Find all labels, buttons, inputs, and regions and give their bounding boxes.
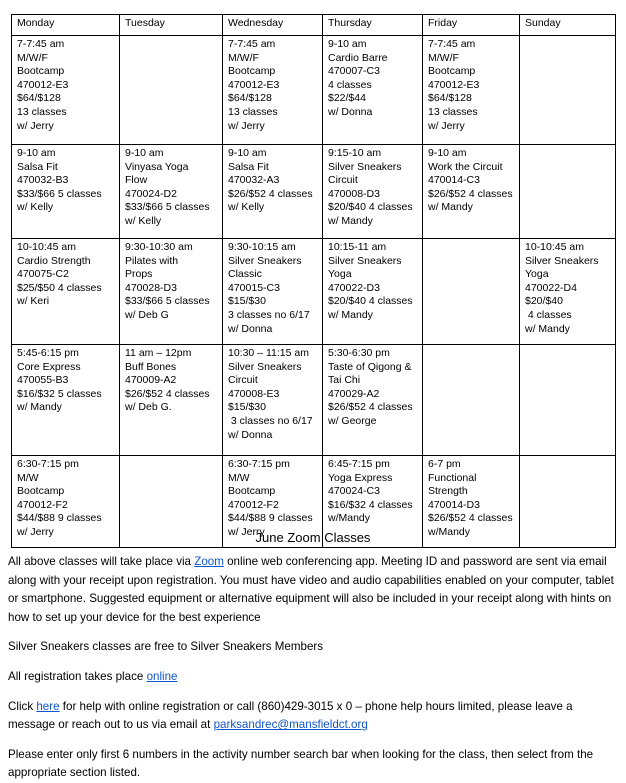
class-detail-line: Functional	[428, 471, 477, 484]
schedule-table-container	[11, 14, 615, 548]
class-detail-line: 470007-C3	[328, 65, 380, 78]
class-detail-line: w/ Mandy	[525, 322, 570, 335]
class-detail-line: 10:30 – 11:15 am	[228, 347, 309, 359]
class-cell-tuesday	[120, 345, 223, 456]
class-detail-line: 5:45-6:15 pm	[17, 347, 79, 359]
paragraph-text: All above classes will take place via	[8, 555, 195, 568]
class-detail-line: 5:30-6:30 pm	[328, 347, 390, 359]
class-detail-line: $20/$40 4 classes	[328, 201, 413, 214]
class-detail-line: 470014-D3	[428, 498, 480, 511]
class-detail-line: w/ Jerry	[228, 525, 265, 538]
class-detail-line: Silver Sneakers	[228, 360, 302, 373]
class-cell-sunday	[520, 36, 616, 145]
class-detail-line: M/W	[228, 471, 250, 484]
class-detail-line: Cardio Strength	[17, 254, 91, 267]
class-detail-line: $25/$50 4 classes	[17, 281, 102, 294]
class-detail-line: $20/$40 4 classes	[328, 295, 413, 308]
class-detail-line: w/ Kelly	[125, 214, 162, 227]
class-detail-line: 470024-C3	[328, 485, 380, 498]
paragraph-text: online web conferencing app. Meeting ID and password are sent via email along with your receipt upon registration. You must have video and audio capabilities enabled on your computer, tablet or smartphone. Suggested equipment or alternative equipment will also be included in your receipt along with hints on how to set up your device for the best experience	[8, 555, 614, 624]
class-detail-line: $64/$128	[17, 92, 61, 105]
class-detail-line: M/W	[17, 471, 39, 484]
class-detail-line: 470015-C3	[228, 281, 280, 294]
class-detail-line: $26/$52 4 classes	[228, 187, 313, 200]
class-detail-line: 7-7:45 am	[17, 38, 65, 50]
class-detail-line: 6:30-7:15 pm	[17, 458, 79, 470]
class-detail-line: Pilates with	[125, 254, 179, 267]
class-detail-line: w/ Mandy	[428, 201, 473, 214]
paragraph-activity-number: Please enter only first 6 numbers in the activity number search bar when looking for the class, then select from the appropriate section listed.	[8, 747, 594, 780]
class-detail-line: 470012-E3	[17, 78, 69, 91]
class-detail-line: $26/$52 4 classes	[328, 401, 413, 414]
class-detail-line: M/W/F	[228, 51, 259, 64]
class-detail-line: 3 classes no 6/17	[228, 414, 313, 427]
class-detail-line: w/ Kelly	[17, 201, 54, 214]
class-detail-line: $26/$52 4 classes	[125, 387, 210, 400]
class-detail-line: 6-7 pm	[428, 458, 461, 470]
class-detail-line: w/ Jerry	[17, 525, 54, 538]
class-detail-line: 9-10 am	[328, 38, 367, 50]
class-detail-line: $33/$66 5 classes	[125, 201, 210, 214]
class-detail-line: w/ Donna	[228, 428, 273, 441]
class-cell-wednesday	[223, 36, 323, 145]
class-detail-line: Silver Sneakers	[328, 160, 402, 173]
class-detail-line: 470014-C3	[428, 174, 480, 187]
class-cell-monday	[12, 345, 120, 456]
class-detail-line: 9:30-10:30 am	[125, 241, 193, 253]
class-cell-wednesday	[223, 145, 323, 239]
informational-text	[8, 553, 618, 783]
class-detail-line: w/ Jerry	[17, 119, 54, 132]
class-cell-friday	[423, 345, 520, 456]
class-cell-friday	[423, 239, 520, 345]
column-header-friday: Friday	[423, 15, 520, 36]
class-detail-line: Yoga	[525, 268, 549, 281]
class-detail-line: Yoga	[328, 268, 352, 281]
class-detail-line: $26/$52 4 classes	[428, 512, 513, 525]
class-detail-line: Bootcamp	[228, 65, 276, 78]
class-detail-line: $26/$52 4 classes	[428, 187, 513, 200]
class-detail-line: $20/$40	[525, 295, 563, 308]
class-detail-line: Vinyasa Yoga	[125, 160, 189, 173]
class-cell-thursday	[323, 145, 423, 239]
class-detail-line: 7-7:45 am	[228, 38, 276, 50]
class-detail-line: 470012-E3	[428, 78, 480, 91]
class-detail-line: 10-10:45 am	[17, 241, 76, 253]
class-detail-line: $44/$88 9 classes	[228, 512, 313, 525]
schedule-body	[12, 36, 616, 548]
class-detail-line: Bootcamp	[428, 65, 476, 78]
class-detail-line: 470012-F2	[17, 498, 68, 511]
class-detail-line: w/ Jerry	[428, 119, 465, 132]
class-detail-line: 9-10 am	[125, 147, 164, 159]
table-row	[12, 239, 616, 345]
online-registration-link[interactable]: online	[146, 669, 178, 683]
class-detail-line: Yoga Express	[328, 471, 393, 484]
paragraph-text: Click	[8, 699, 37, 713]
class-detail-line: Circuit	[228, 374, 258, 387]
class-detail-line: 470075-C2	[17, 268, 69, 281]
column-header-wednesday: Wednesday	[223, 15, 323, 36]
class-detail-line: 470055-B3	[17, 374, 69, 387]
table-header-row	[12, 15, 616, 36]
class-detail-line: Cardio Barre	[328, 51, 388, 64]
class-cell-friday	[423, 145, 520, 239]
class-detail-line: 6:30-7:15 pm	[228, 458, 290, 470]
class-detail-line: Bootcamp	[17, 65, 65, 78]
class-cell-thursday	[323, 345, 423, 456]
class-cell-tuesday	[120, 239, 223, 345]
class-detail-line: w/ Mandy	[328, 214, 373, 227]
class-cell-sunday	[520, 345, 616, 456]
weekly-class-schedule-table	[11, 14, 616, 548]
class-detail-line: Salsa Fit	[228, 160, 269, 173]
class-detail-line: Silver Sneakers	[228, 254, 302, 267]
paragraph-text: for help with online registration or call (860)429-3015 x 0 – phone help hours limited, please leave a message or reach out to us via email at	[8, 699, 573, 732]
class-detail-line: 470022-D3	[328, 281, 380, 294]
class-detail-line: M/W/F	[428, 51, 459, 64]
class-detail-line: w/Mandy	[428, 525, 471, 538]
class-detail-line: Classic	[228, 268, 262, 281]
class-detail-line: 10-10:45 am	[525, 241, 584, 253]
class-detail-line: w/ Deb G	[125, 308, 169, 321]
class-cell-wednesday	[223, 239, 323, 345]
class-cell-tuesday	[120, 36, 223, 145]
class-detail-line: 470032-A3	[228, 174, 280, 187]
class-detail-line: w/Mandy	[328, 512, 371, 525]
class-detail-line: Strength	[428, 485, 468, 498]
table-row	[12, 36, 616, 145]
class-cell-monday	[12, 145, 120, 239]
class-detail-line: $64/$128	[428, 92, 472, 105]
paragraph-text: All registration takes place	[8, 669, 147, 683]
class-detail-line: 9:30-10:15 am	[228, 241, 296, 253]
class-detail-line: 4 classes	[525, 308, 572, 321]
class-detail-line: 7-7:45 am	[428, 38, 476, 50]
class-detail-line: $15/$30	[228, 295, 266, 308]
table-row	[12, 145, 616, 239]
class-cell-tuesday	[120, 145, 223, 239]
class-cell-sunday	[520, 239, 616, 345]
class-detail-line: w/ Mandy	[17, 401, 62, 414]
class-detail-line: $16/$32 5 classes	[17, 387, 102, 400]
class-cell-sunday	[520, 145, 616, 239]
page-title: June Zoom Classes	[255, 530, 371, 545]
class-detail-line: w/ Donna	[228, 322, 273, 335]
class-detail-line: 13 classes	[428, 105, 478, 118]
class-cell-friday	[423, 36, 520, 145]
class-cell-monday	[12, 239, 120, 345]
class-detail-line: 9-10 am	[17, 147, 56, 159]
class-detail-line: Silver Sneakers	[328, 254, 402, 267]
class-detail-line: 13 classes	[228, 105, 278, 118]
class-cell-thursday	[323, 36, 423, 145]
column-header-sunday: Sunday	[520, 15, 616, 36]
class-detail-line: Work the Circuit	[428, 160, 503, 173]
paragraph-registration	[8, 668, 618, 687]
class-detail-line: 470032-B3	[17, 174, 69, 187]
class-detail-line: w/ Keri	[17, 295, 50, 308]
table-row	[12, 345, 616, 456]
class-detail-line: w/ Deb G.	[125, 401, 172, 414]
class-detail-line: 470024-D2	[125, 187, 177, 200]
column-header-tuesday: Tuesday	[120, 15, 223, 36]
class-detail-line: M/W/F	[17, 51, 48, 64]
class-detail-line: $33/$66 5 classes	[17, 187, 102, 200]
email-link[interactable]: parksandrec@mansfieldct.org	[213, 718, 368, 732]
zoom-link[interactable]: Zoom	[194, 555, 224, 568]
class-detail-line: Circuit	[328, 174, 358, 187]
class-detail-line: 13 classes	[17, 105, 67, 118]
class-detail-line: 470022-D4	[525, 281, 577, 294]
class-detail-line: Props	[125, 268, 153, 281]
class-detail-line: Bootcamp	[17, 485, 65, 498]
class-detail-line: 9-10 am	[228, 147, 267, 159]
class-detail-line: $44/$88 9 classes	[17, 512, 102, 525]
class-detail-line: 10:15-11 am	[328, 241, 387, 253]
class-detail-line: 470009-A2	[125, 374, 177, 387]
class-detail-line: Taste of Qigong &	[328, 360, 412, 373]
class-detail-line: 470012-E3	[228, 78, 280, 91]
class-detail-line: 9-10 am	[428, 147, 467, 159]
class-detail-line: 470029-A2	[328, 387, 380, 400]
class-detail-line: 4 classes	[328, 78, 372, 91]
paragraph-help	[8, 698, 618, 735]
class-detail-line: w/ Mandy	[328, 308, 373, 321]
class-detail-line: w/ Donna	[328, 105, 373, 118]
class-detail-line: $15/$30	[228, 401, 266, 414]
here-help-link[interactable]: here	[36, 699, 60, 713]
class-detail-line: 9:15-10 am	[328, 147, 382, 159]
class-detail-line: Salsa Fit	[17, 160, 58, 173]
class-detail-line: w/ Jerry	[228, 119, 265, 132]
column-header-monday: Monday	[12, 15, 120, 36]
class-detail-line: Flow	[125, 174, 148, 187]
class-detail-line: 470008-E3	[228, 387, 280, 400]
class-detail-line: 6:45-7:15 pm	[328, 458, 390, 470]
class-detail-line: 470012-F2	[228, 498, 279, 511]
class-cell-monday	[12, 36, 120, 145]
class-detail-line: Bootcamp	[228, 485, 276, 498]
class-detail-line: Silver Sneakers	[525, 254, 599, 267]
class-detail-line: w/ Kelly	[228, 201, 265, 214]
paragraph-silver-sneakers: Silver Sneakers classes are free to Silver Sneakers Members	[8, 640, 324, 654]
class-cell-wednesday	[223, 345, 323, 456]
class-detail-line: 11 am – 12pm	[125, 347, 192, 359]
column-header-thursday: Thursday	[323, 15, 423, 36]
class-detail-line: $33/$66 5 classes	[125, 295, 210, 308]
paragraph-zoom-info	[8, 553, 618, 627]
class-detail-line: Buff Bones	[125, 360, 177, 373]
class-detail-line: 3 classes no 6/17	[228, 308, 310, 321]
class-cell-thursday	[323, 239, 423, 345]
class-detail-line: $64/$128	[228, 92, 272, 105]
class-detail-line: $22/$44	[328, 92, 366, 105]
class-detail-line: Core Express	[17, 360, 81, 373]
class-detail-line: $16/$32 4 classes	[328, 498, 413, 511]
class-detail-line: 470028-D3	[125, 281, 177, 294]
class-detail-line: w/ George	[328, 414, 377, 427]
class-detail-line: Tai Chi	[328, 374, 361, 387]
class-detail-line: 470008-D3	[328, 187, 380, 200]
